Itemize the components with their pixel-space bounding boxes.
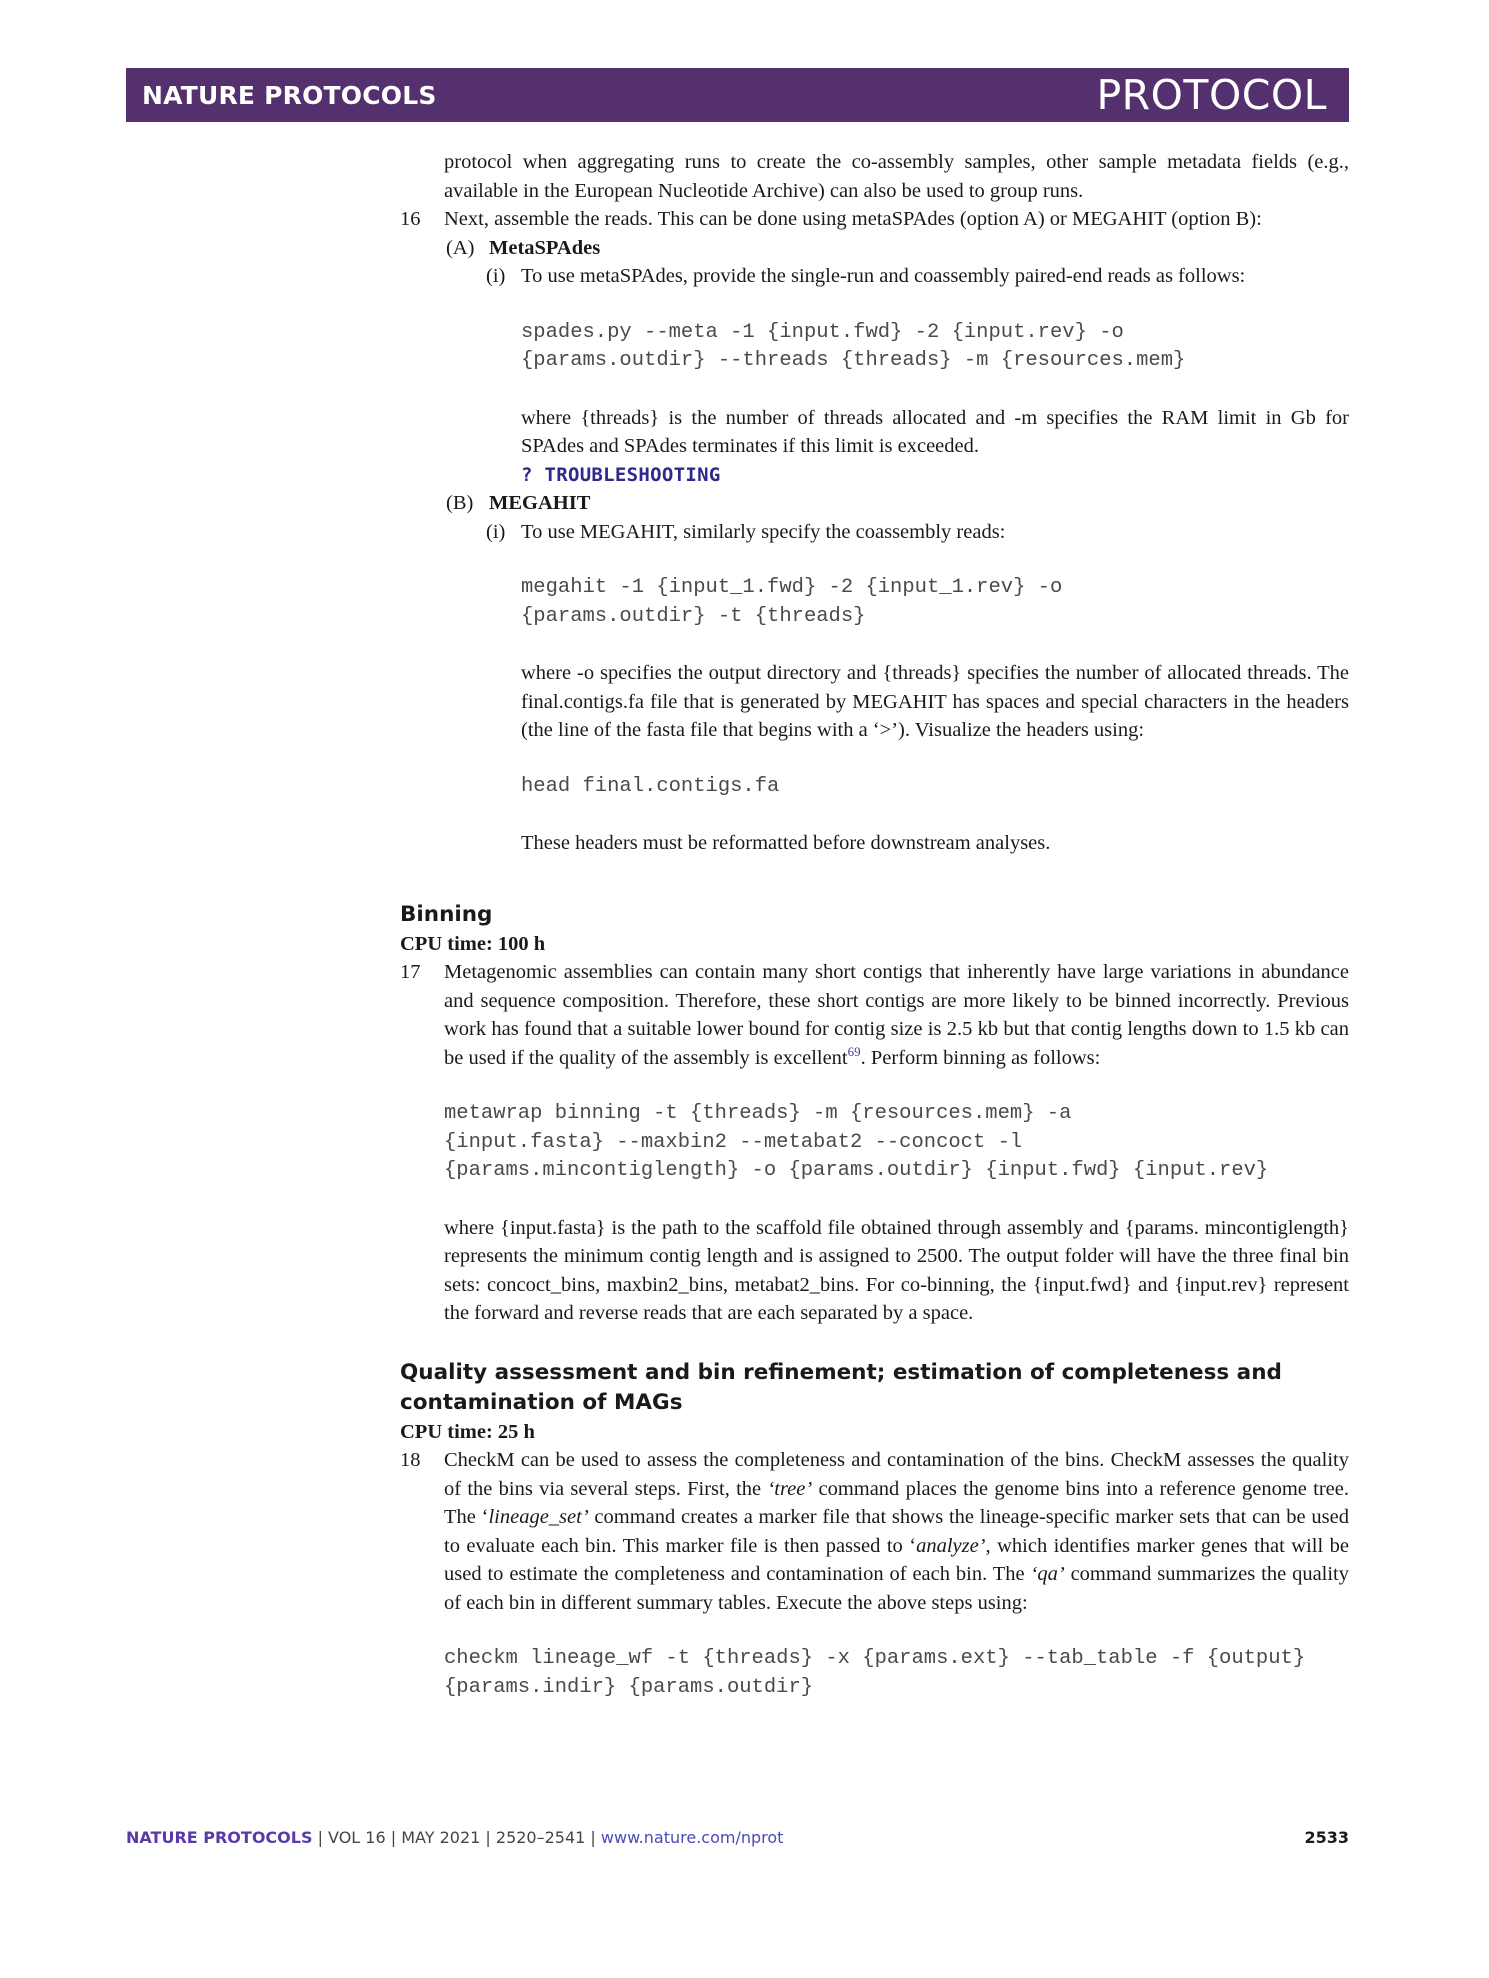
page-number: 2533: [1304, 1828, 1349, 1847]
substep-label: (i): [486, 520, 506, 543]
step-number: 16: [400, 208, 421, 230]
citation-ref[interactable]: 69: [847, 1043, 861, 1059]
cpu-time-binning: CPU time: 100 h: [400, 932, 546, 955]
footer-citation: NATURE PROTOCOLS | VOL 16 | MAY 2021 | 2520–2541 | www.nature.com/nprot: [126, 1828, 784, 1847]
step-text: command places the genome bins into a reference genome tree. The ‘: [444, 1477, 1350, 1528]
cpu-time-quality: CPU time: 25 h: [400, 1420, 535, 1443]
section-heading-binning: Binning: [400, 901, 493, 927]
section-heading-quality: Quality assessment and bin refinement; estimation of completeness and contamination of MAGs: [400, 1359, 1282, 1415]
substep-text: To use metaSPAdes, provide the single-run and coassembly paired-end reads as follows:: [521, 265, 1246, 287]
code-block-megahit: megahit -1 {input_1.fwd} -2 {input_1.rev} -o {params.outdir} -t {threads}: [521, 576, 1063, 628]
intro-paragraph: protocol when aggregating runs to create the co-assembly samples, other sample metadata fields (e.g., available in the European Nucleotide Archive) can also be used to group runs.: [444, 151, 1349, 202]
footer-journal: NATURE PROTOCOLS: [126, 1828, 313, 1847]
command-lineage-set: lineage_set’: [488, 1506, 589, 1528]
command-tree: ‘tree’: [767, 1477, 813, 1500]
journal-name: NATURE PROTOCOLS: [142, 81, 437, 110]
option-title: MetaSPAdes: [489, 236, 601, 259]
code-block-metawrap: metawrap binning -t {threads} -m {resources.mem} -a {input.fasta} --maxbin2 --metabat2 --concoct -l {params.mincontiglength} -o {params.outdir} {input.fwd} {input.rev}: [444, 1102, 1269, 1182]
option-b-substep: [400, 518, 1349, 547]
code-block-head: head final.contigs.fa: [521, 774, 780, 798]
footer-volume: VOL 16: [328, 1828, 386, 1847]
substep-label: (i): [486, 265, 506, 287]
step-18: [400, 1446, 1349, 1617]
step-text: Next, assemble the reads. This can be done using metaSPAdes (option A) or MEGAHIT (option B):: [444, 208, 1262, 230]
step-text: Metagenomic assemblies can contain many short contigs that inherently have large variations in abundance and sequence composition. Therefore, these short contigs are more likely to be binned incorrectly. Previous work has found that a suitable lower bound for contig size is 2.5 kb but that contig lengths down to 1.5 kb can be used if the quality of the assembly is excellent: [444, 961, 1349, 1069]
option-label: (B): [446, 492, 474, 514]
option-title: MEGAHIT: [489, 492, 591, 514]
main-content: [400, 148, 1349, 1702]
footer-pages: 2520–2541: [495, 1828, 586, 1847]
option-a-substep: [400, 262, 1349, 291]
metawrap-note: where {input.fasta} is the path to the scaffold file obtained through assembly and {params. mincontiglength} represents the minimum contig length and is assigned to 2500. The output folder will have the three final bin sets: concoct_bins, maxbin2_bins, metabat2_bins. For co-binning, the {input.fwd} and {input.rev} represent the forward and reverse reads that are each separated by a space.: [444, 1216, 1349, 1324]
code-block-spades: spades.py --meta -1 {input.fwd} -2 {input.rev} -o {params.outdir} --threads {threads} -m {resources.mem}: [521, 320, 1186, 372]
step-text: , which identifies marker genes that will be used to estimate the completeness and contamination of each bin. The: [444, 1534, 1349, 1585]
troubleshooting-link[interactable]: ? TROUBLESHOOTING: [521, 463, 721, 486]
step-text: CheckM can be used to assess the completeness and contamination of the bins. CheckM assesses the quality of the bins via several steps. First, the: [444, 1449, 1349, 1500]
step-16: [400, 205, 1349, 234]
option-label: (A): [446, 236, 475, 259]
step-17: [400, 958, 1349, 1072]
code-block-checkm: checkm lineage_wf -t {threads} -x {params.ext} --tab_table -f {output} {params.indir} {params.outdir}: [444, 1647, 1306, 1699]
option-b: [400, 489, 1349, 518]
substep-text: To use MEGAHIT, similarly specify the coassembly reads:: [521, 520, 1006, 543]
command-qa: ‘qa’: [1030, 1563, 1065, 1585]
step-number: 18: [400, 1449, 421, 1471]
journal-header-banner: [126, 68, 1349, 122]
step-text: command creates a marker file that shows the lineage-specific marker sets that can be used to evaluate each bin. This marker file is then passed to ‘: [444, 1506, 1349, 1557]
page-footer: [126, 1828, 1349, 1847]
step-number: 17: [400, 961, 421, 983]
command-analyze: analyze’: [916, 1534, 986, 1557]
step-text: command summarizes the quality of each bin in different summary tables. Execute the above steps using:: [444, 1563, 1349, 1614]
spades-note: where {threads} is the number of threads allocated and -m specifies the RAM limit in Gb for SPAdes and SPAdes terminates if this limit is exceeded.: [521, 406, 1349, 457]
article-type: PROTOCOL: [1096, 71, 1327, 119]
footer-date: MAY 2021: [401, 1828, 481, 1847]
option-a: [400, 234, 1349, 263]
footer-url[interactable]: www.nature.com/nprot: [600, 1828, 784, 1847]
megahit-note-2: These headers must be reformatted before downstream analyses.: [521, 832, 1051, 854]
step-text-end: . Perform binning as follows:: [860, 1046, 1101, 1069]
megahit-note: where -o specifies the output directory and {threads} specifies the number of allocated threads. The final.contigs.fa file that is generated by MEGAHIT has spaces and special characters in the headers (the line of the fasta file that begins with a ‘>’). Visualize the headers using:: [521, 662, 1349, 741]
